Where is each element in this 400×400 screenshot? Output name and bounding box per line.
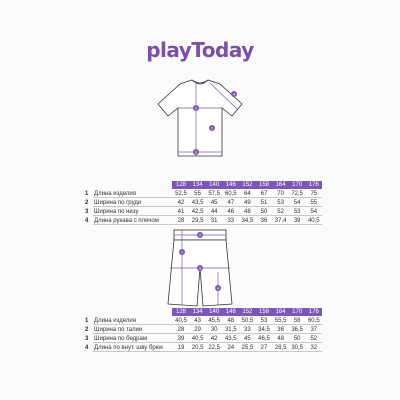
- shorts-diagram: [160, 228, 240, 310]
- svg-text:2: 2: [198, 232, 202, 238]
- brand-logo-text: playToday: [146, 38, 254, 62]
- tshirt-diagram: [150, 78, 250, 168]
- bottom-table-row: 3 Ширина по бедрам 39 40,5 42 43,5 45 46,5 48 50 52: [85, 335, 322, 343]
- top-size-header: 128 134 140 146 152 158 164 170 176: [172, 181, 322, 189]
- svg-text:3: 3: [194, 149, 198, 155]
- svg-text:3: 3: [198, 265, 202, 271]
- svg-text:1: 1: [210, 125, 214, 131]
- top-table-row: 3 Ширина по низу 41 42,5 44 46 48 50 52 53 54: [85, 208, 322, 216]
- bottom-size-header: 128 134 140 146 152 158 164 170 176: [172, 308, 322, 316]
- svg-text:4: 4: [216, 285, 220, 291]
- top-table-row: 2 Ширина по груди 42 43,5 45 47 49 51 53 54 55: [85, 199, 322, 207]
- svg-text:2: 2: [194, 105, 198, 111]
- bottom-table-row: 4 Длина по внут. шву брюк 19 20,5 22,5 24 25,5 27 28,5 30,5 32: [85, 344, 322, 352]
- top-table-row: 1 Длина изделия 52,5 55 57,5 60,5 64 67 70 72,5 75: [85, 190, 322, 198]
- top-table-row: 4 Длина рукава с плечом 28 29,5 31 33 34,5 36 37,4 39 40,5: [85, 217, 322, 225]
- bottom-table-row: 1 Длина изделия 40,5 43 45,5 48 50,5 53 55,5 58 60,5: [85, 317, 322, 325]
- brand-logo: [0, 38, 400, 62]
- svg-text:4: 4: [232, 91, 236, 97]
- bottom-table-row: 2 Ширина по талии 28 29 30 31,5 33 34,5 36 36,5 37: [85, 326, 322, 334]
- svg-text:1: 1: [180, 249, 184, 255]
